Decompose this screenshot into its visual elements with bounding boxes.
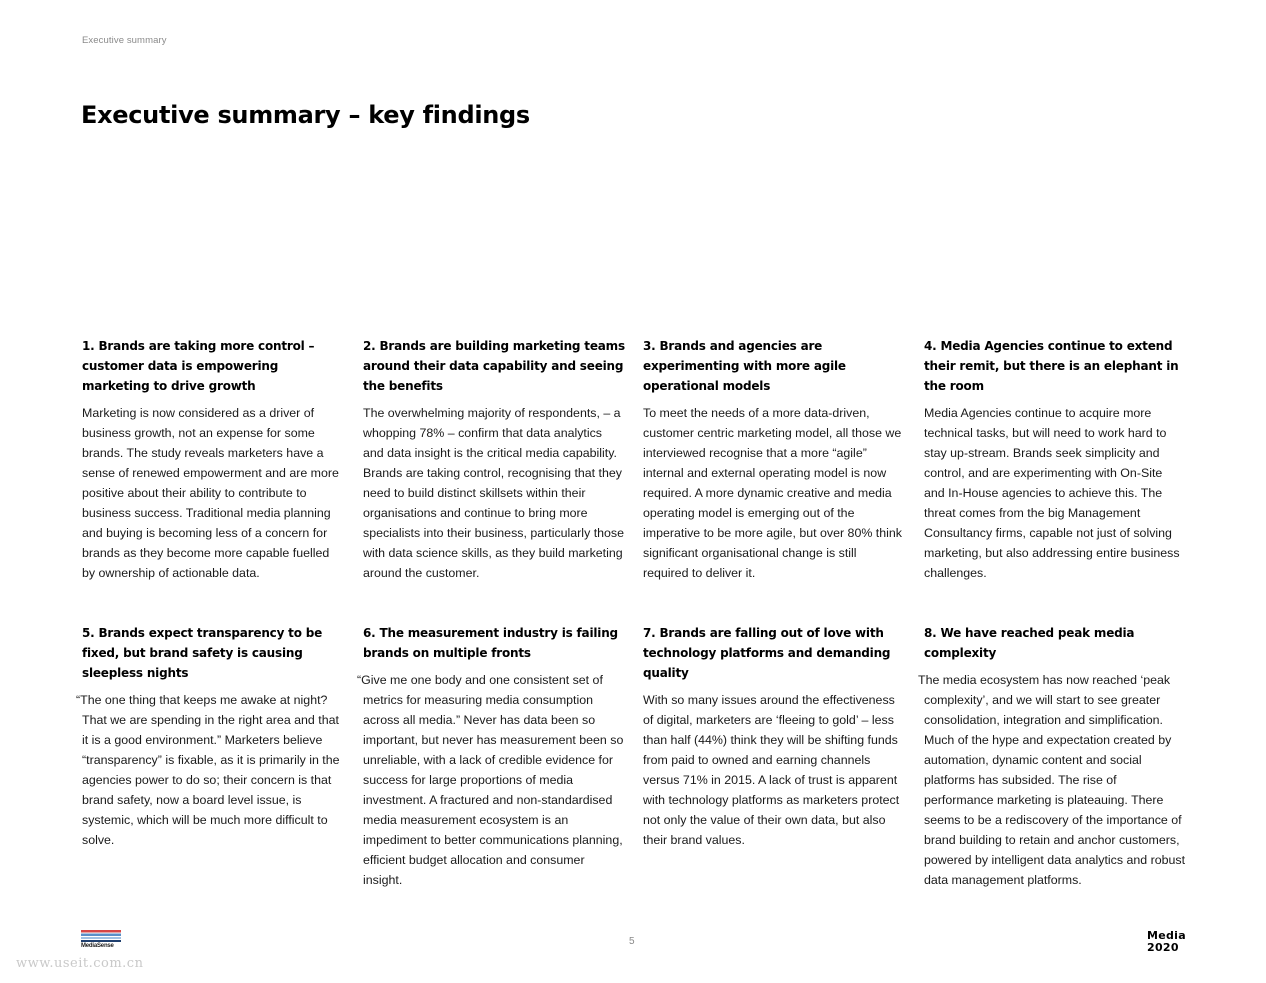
finding-body: The overwhelming majority of respondents, – a whopping 78% – confirm that data analytics and data insight is the critical media capability. Brands are taking control, recognising that they need to build distinct skillsets within their organisations and continue to bring more specialists into their business, particularly those with data science skills, as they build marketing around the customer. — [363, 406, 625, 580]
finding-6 — [357, 623, 625, 890]
report-mark-line-2: 2020 — [1147, 941, 1179, 954]
finding-body: With so many issues around the effectiveness of digital, marketers are ‘fleeing to gold’ – less than half (44%) think they will be shifting funds from paid to owned and earning channels versus 71% in 2015. A lack of trust is apparent with technology platforms as marketers protect not only the value of their own data, but also their brand values. — [643, 693, 900, 847]
report-mark-line-1: Media — [1147, 929, 1186, 942]
finding-heading: 7. Brands are falling out of love with technology platforms and demanding quality — [643, 626, 891, 680]
finding-heading: 3. Brands and agencies are experimenting with more agile operational models — [643, 339, 846, 393]
finding-body: Marketing is now considered as a driver of business growth, not an expense for some brands. The study reveals marketers have a sense of renewed empowerment and are more positive about their ability to contribute to business success. Traditional media planning and buying is becoming less of a concern for brands as they become more capable fuelled by ownership of actionable data. — [82, 406, 339, 580]
running-head: Executive summary — [82, 35, 167, 46]
finding-body: The media ecosystem has now reached ‘peak complexity’, and we will start to see greater consolidation, integration and simplification. Much of the hype and expectation created by automation, dynamic content and social platforms has subsided. The rise of performance marketing is plateauing. There seems to be a rediscovery of the importance of brand building to retain and anchor customers, powered by intelligent data analytics and robust data management platforms. — [918, 673, 1186, 887]
finding-8 — [918, 623, 1186, 890]
report-mark — [1147, 930, 1207, 954]
finding-body: “The one thing that keeps me awake at night? That we are spending in the right area and that it is a good environment.” Marketers believe “transparency” is fixable, as it is primarily in the agencies power to do so; their concern is that brand safety, now a board level issue, is systemic, which will be much more difficult to solve. — [76, 693, 340, 847]
logo-bars-icon — [81, 930, 121, 942]
finding-heading: 4. Media Agencies continue to extend their remit, but there is an elephant in the room — [924, 339, 1179, 393]
finding-body: Media Agencies continue to acquire more technical tasks, but will need to work hard to stay up-stream. Brands seek simplicity and control, and are experimenting with On-Site and In-House agencies to achieve this. The threat comes from the big Management Consultancy firms, capable not just of solving marketing, but also addressing entire business challenges. — [924, 406, 1180, 580]
finding-4 — [924, 336, 1186, 583]
finding-1 — [82, 336, 344, 583]
finding-heading: 1. Brands are taking more control – customer data is empowering marketing to drive growth — [82, 339, 315, 393]
finding-heading: 8. We have reached peak media complexity — [924, 626, 1135, 660]
finding-2 — [363, 336, 625, 583]
finding-7 — [643, 623, 905, 850]
finding-heading: 6. The measurement industry is failing brands on multiple fronts — [363, 626, 618, 660]
page-title: Executive summary – key findings — [81, 101, 530, 129]
mediasense-logo — [81, 930, 123, 952]
logo-text: MediaSense — [81, 943, 114, 949]
finding-3 — [643, 336, 905, 583]
finding-heading: 5. Brands expect transparency to be fixed, but brand safety is causing sleepless nights — [82, 626, 323, 680]
finding-5 — [76, 623, 344, 850]
finding-body: To meet the needs of a more data-driven, customer centric marketing model, all those we interviewed recognise that a more “agile” internal and external operating model is now required. A more dynamic creative and media operating model is emerging out of the imperative to be more agile, but over 80% think significant organisational change is still required to deliver it. — [643, 406, 902, 580]
watermark: www.useit.com.cn — [16, 956, 144, 971]
finding-heading: 2. Brands are building marketing teams around their data capability and seeing the benefits — [363, 339, 625, 393]
finding-body: “Give me one body and one consistent set of metrics for measuring media consumption across all media.” Never has data been so important, but never has measurement been so unreliable, with a lack of credible evidence for success for large proportions of media investment. A fractured and non-standardised media measurement ecosystem is an impediment to better communications planning, efficient budget allocation and consumer insight. — [357, 673, 624, 887]
page-number: 5 — [629, 936, 635, 947]
